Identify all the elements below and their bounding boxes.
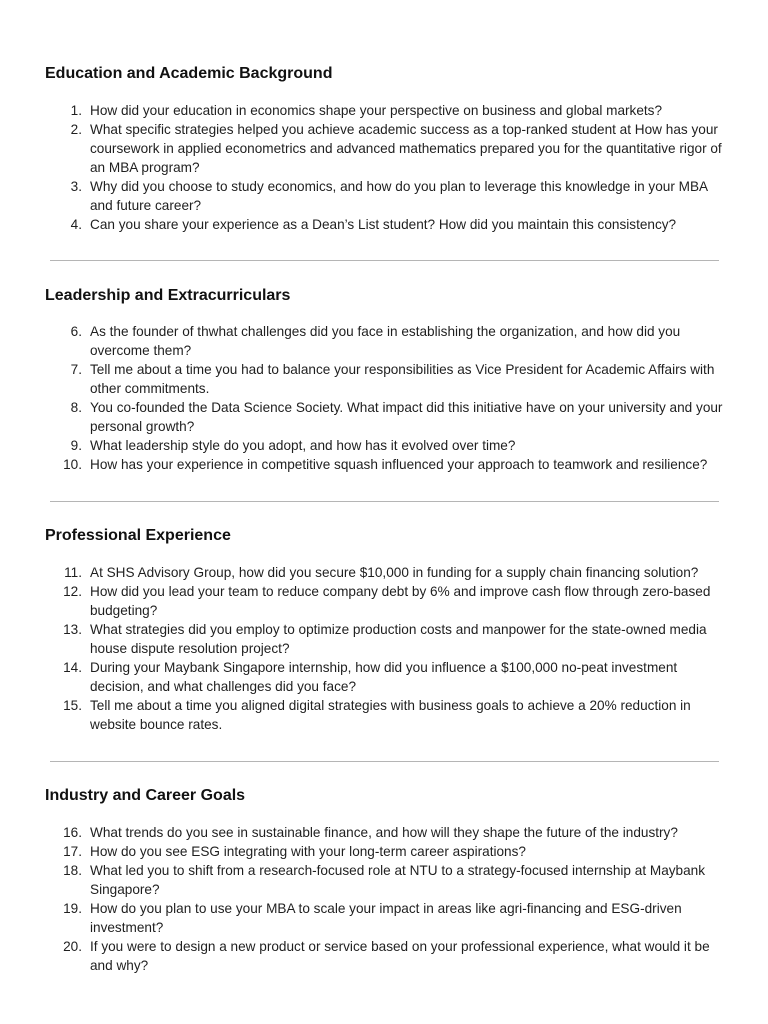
list-item (45, 436, 725, 455)
section-divider (50, 260, 719, 261)
item-number: 2. (70, 122, 82, 137)
section-heading: Leadership and Extracurriculars (45, 287, 291, 304)
item-number: 11. (64, 565, 82, 580)
item-text: Why did you choose to study economics, and how do you plan to leverage this knowledge in your MBA and future career? (90, 179, 708, 213)
item-number: 14. (63, 660, 82, 675)
section-professional (45, 526, 725, 734)
item-number: 12. (63, 584, 82, 599)
list-item (45, 322, 725, 360)
list-item (45, 937, 725, 975)
list-item (45, 360, 725, 398)
section-divider (50, 761, 719, 762)
list-item (45, 658, 725, 696)
item-number: 17. (63, 844, 82, 859)
list-item (45, 861, 725, 899)
item-number: 18. (63, 863, 82, 878)
item-text: What strategies did you employ to optimize production costs and manpower for the state-owned media house dispute resolution project? (90, 622, 707, 656)
item-text: During your Maybank Singapore internship, how did you influence a $100,000 no-peat investment decision, and what challenges did you face? (90, 660, 678, 694)
list-item (45, 842, 725, 861)
item-text: How do you see ESG integrating with your long-term career aspirations? (90, 844, 526, 859)
list-item (45, 563, 725, 582)
item-number: 8. (70, 400, 82, 415)
list-item (45, 620, 725, 658)
section-career-goals (45, 786, 725, 975)
question-list (45, 563, 725, 734)
item-text: What specific strategies helped you achieve academic success as a top-ranked student at How has your coursework in applied econometrics and advanced mathematics prepared you for the quantitative rigor of an MBA program? (90, 122, 722, 175)
list-item (45, 455, 725, 474)
item-text: Tell me about a time you had to balance your responsibilities as Vice President for Academic Affairs with other commitments. (90, 362, 715, 396)
list-item (45, 398, 725, 436)
item-text: How did your education in economics shape your perspective on business and global markets? (90, 103, 663, 118)
item-text: How has your experience in competitive squash influenced your approach to teamwork and resilience? (90, 457, 708, 472)
item-text: What trends do you see in sustainable finance, and how will they shape the future of the industry? (90, 825, 678, 840)
list-item (45, 120, 725, 177)
section-heading: Industry and Career Goals (45, 787, 246, 804)
list-item (45, 215, 725, 234)
list-item (45, 101, 725, 120)
item-text: You co-founded the Data Science Society. What impact did this initiative have on your university and your personal growth? (90, 400, 723, 434)
item-text: How do you plan to use your MBA to scale your impact in areas like agri-financing and ESG-driven investment? (90, 901, 682, 935)
section-heading: Education and Academic Background (45, 65, 333, 82)
item-text: Can you share your experience as a Dean’s List student? How did you maintain this consistency? (90, 217, 677, 232)
item-text: How did you lead your team to reduce company debt by 6% and improve cash flow through zero-based budgeting? (90, 584, 711, 618)
list-item (45, 582, 725, 620)
item-number: 1. (70, 103, 82, 118)
item-number: 10. (63, 457, 82, 472)
item-number: 13. (63, 622, 82, 637)
list-item (45, 899, 725, 937)
item-number: 3. (70, 179, 82, 194)
item-number: 15. (63, 698, 82, 713)
section-education (45, 64, 725, 234)
item-number: 20. (63, 939, 82, 954)
item-number: 6. (70, 324, 82, 339)
item-number: 19. (63, 901, 82, 916)
item-text: What led you to shift from a research-focused role at NTU to a strategy-focused internship at Maybank Singapore? (90, 863, 706, 897)
item-number: 7. (70, 362, 82, 377)
section-leadership (45, 286, 725, 474)
question-list (45, 101, 725, 234)
item-text: As the founder of thwhat challenges did you face in establishing the organization, and how did you overcome them? (90, 324, 681, 358)
section-divider (50, 501, 719, 502)
item-number: 16. (63, 825, 82, 840)
item-text: What leadership style do you adopt, and how has it evolved over time? (90, 438, 516, 453)
item-text: Tell me about a time you aligned digital strategies with business goals to achieve a 20% reduction in website bounce rates. (90, 698, 691, 732)
list-item (45, 177, 725, 215)
list-item (45, 823, 725, 842)
list-item (45, 696, 725, 734)
question-list (45, 322, 725, 474)
item-text: At SHS Advisory Group, how did you secure $10,000 in funding for a supply chain financing solution? (90, 565, 699, 580)
question-list (45, 823, 725, 975)
item-number: 4. (70, 217, 82, 232)
section-heading: Professional Experience (45, 527, 231, 544)
item-text: If you were to design a new product or service based on your professional experience, what would it be and why? (90, 939, 710, 973)
item-number: 9. (70, 438, 82, 453)
